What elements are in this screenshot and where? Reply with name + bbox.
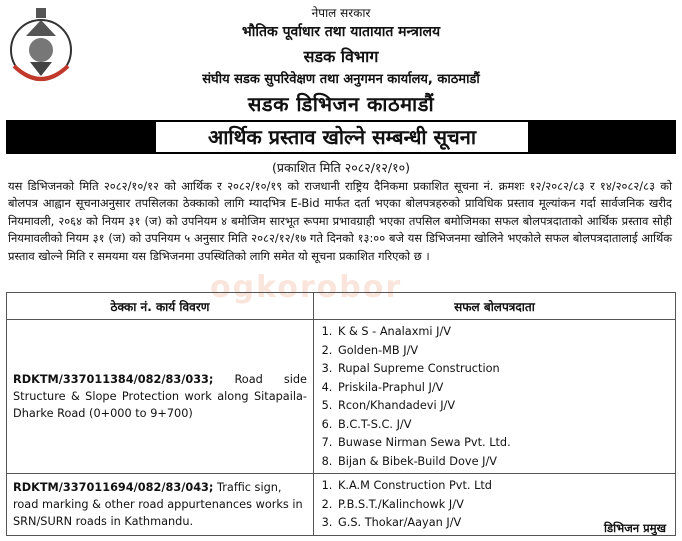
list-item: 2. P.B.S.T./Kalinchowk J/V — [336, 496, 669, 515]
list-item: 4. Priskila-Praphul J/V — [336, 379, 669, 398]
column-header-contract: ठेक्का नं. कार्य विवरण — [7, 293, 314, 320]
published-date: (प्रकाशित मिति २०८२/१२/१०) — [271, 160, 410, 175]
list-item: 1. K.A.M Construction Pvt. Ltd — [336, 477, 669, 496]
header-country: नेपाल सरकार — [311, 6, 371, 20]
list-item: 5. Rcon/Khandadevi J/V — [336, 397, 669, 416]
header-office: संघीय सडक सुपरिवेक्षण तथा अनुगमन कार्यालय, काठमाडौं — [202, 72, 480, 87]
contract-description: Traffic sign, road marking & other road appurtenances works in SRN/SURN roads in Kathmandu. — [13, 480, 303, 528]
header-division: सडक डिभिजन काठमाडौं — [247, 92, 435, 116]
header-ministry: भौतिक पूर्वाधार तथा यातायात मन्त्रालय — [241, 24, 441, 40]
list-item: 1. K & S - Analaxmi J/V — [336, 323, 669, 342]
column-header-bidders: सफल बोलपत्रदाता — [314, 293, 676, 320]
signature-label: डिभिजन प्रमुख — [604, 521, 666, 535]
notice-title: आर्थिक प्रस्ताव खोल्ने सम्बन्धी सूचना — [156, 122, 528, 152]
list-item: 2. Golden-MB J/V — [336, 342, 669, 361]
contract-cell — [7, 474, 314, 536]
bidders-cell — [314, 320, 676, 474]
list-item: 3. G.S. Thokar/Aayan J/V — [336, 514, 669, 533]
table-row — [7, 474, 676, 536]
list-item: 6. B.C.T-S.C. J/V — [336, 416, 669, 435]
contract-description: Road side Structure & Slope Protection work along Sitapaila-Dharke Road (0+000 to 9+700) — [13, 373, 307, 420]
contract-cell — [7, 320, 314, 474]
bidders-table — [6, 292, 676, 536]
header-department: सडक विभाग — [303, 47, 379, 66]
list-item: 3. Rupal Supreme Construction — [336, 360, 669, 379]
bidder-list — [320, 323, 669, 471]
list-item: 7. Buwase Nirman Sewa Pvt. Ltd. — [336, 434, 669, 453]
watermark-text: ogkorobor — [210, 270, 403, 305]
list-item: 8. Bijan & Bibek-Build Dove J/V — [336, 453, 669, 472]
contract-number: RDKTM/337011384/082/83/033; — [13, 373, 214, 386]
notice-body: यस डिभिजनको मिति २०८२/१०/१२ को आर्थिक र २०८२/१०/१९ को राजधानी राष्ट्रिय दैनिकमा प्रकाशित सूचना नं. क्रमशः १२/२०८२/८३ र १४/२०८२/८३ को बोलपत्र आह्वान सूचनाअनुसार तपसिलका ठेक्काको लागि म्यादभित्र E-Bid मार्फत दर्ता भएका बोलपत्रहरुको प्राविधिक प्रस्ताव मूल्यांकन गर्दा सार्वजनिक खरीद नियमावली, २०६४ को नियम ३१ (ज) को उपनियम ४ बमोजिम सारभूत रूपमा प्रभावग्राही भएका तपसिल बमोजिमका सफल बोलपत्रदाताको आर्थिक प्रस्ताव सोही नियमावलीको नियम ३१ (ज) को उपनियम ५ अनुसार मिति २०८२/१२/१७ गते दिनको १३:०० बजे यस डिभिजनमा खोलिने भएकोले सफल बोलपत्रदातालाई आर्थिक प्रस्ताव खोल्ने मिति र समयमा यस डिभिजनमा उपस्थितिको लागि समेत यो सूचना प्रकाशित गरिएको छ । — [8, 179, 672, 263]
contract-number: RDKTM/337011694/082/83/043; — [13, 480, 214, 494]
title-banner — [6, 120, 676, 154]
table-row — [7, 320, 676, 474]
